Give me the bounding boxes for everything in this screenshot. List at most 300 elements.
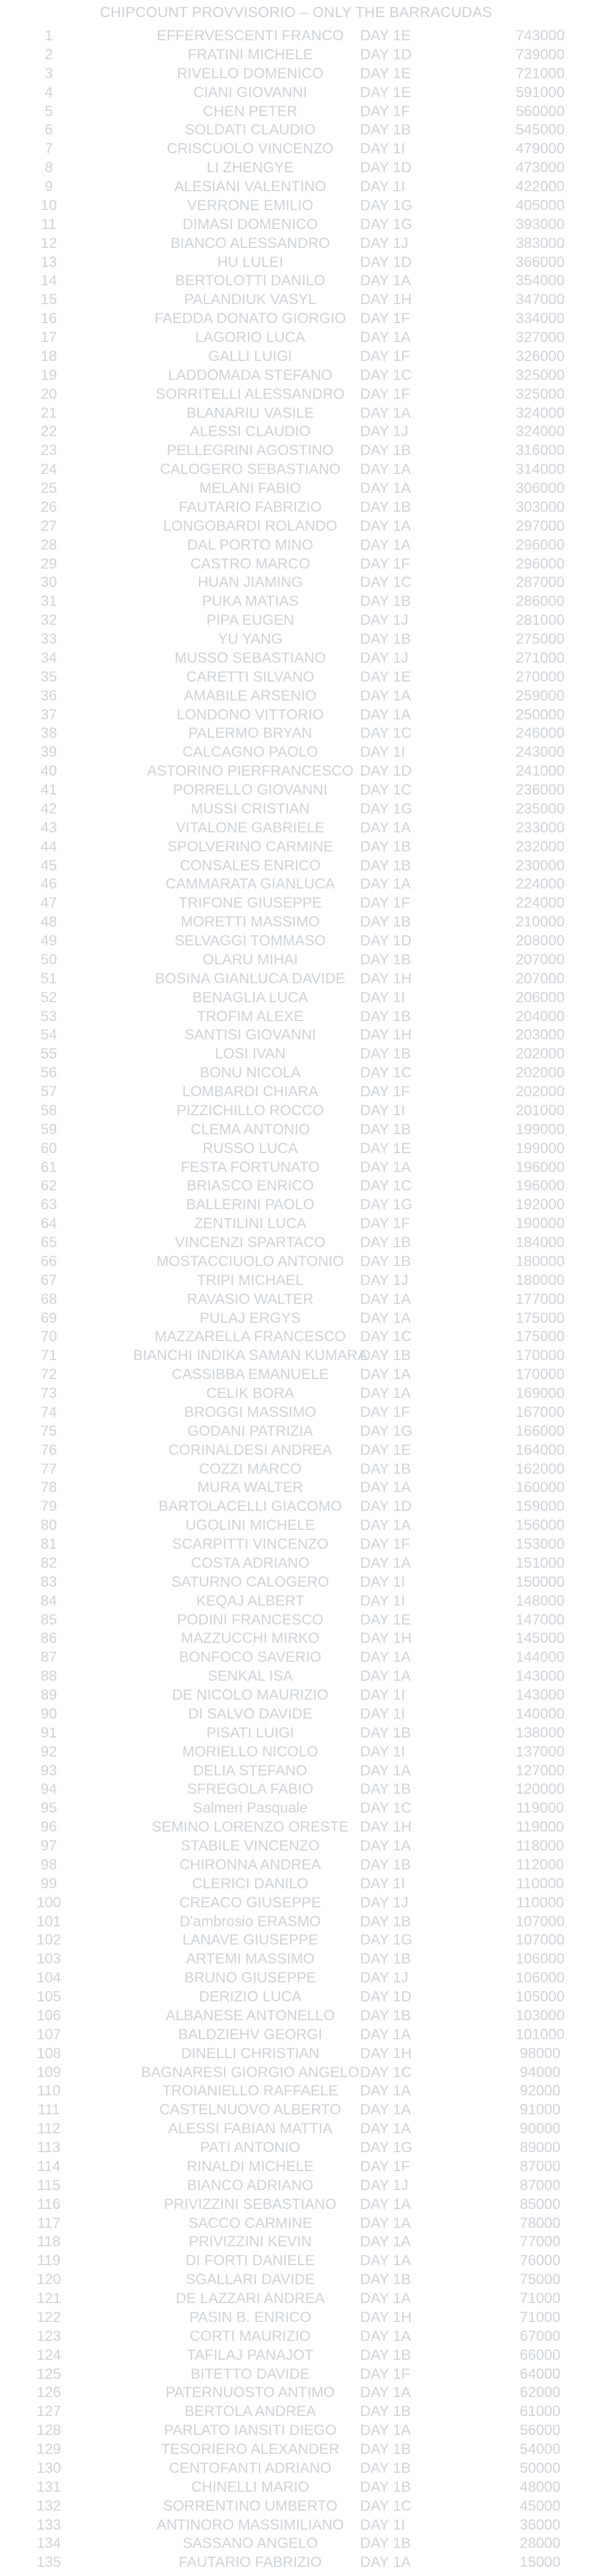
chips-cell: 192000 [515, 1196, 565, 1213]
day-cell: DAY 1J [360, 612, 409, 629]
player-name-cell: FESTA FORTUNATO [181, 1159, 320, 1176]
day-cell: DAY 1E [360, 65, 411, 82]
day-cell: DAY 1H [360, 1027, 412, 1044]
table-row [0, 1535, 592, 1554]
table-row [0, 706, 592, 725]
table-row [0, 1856, 592, 1875]
table-row [0, 1969, 592, 1988]
chips-cell: 202000 [515, 1046, 565, 1063]
chips-cell: 175000 [515, 1328, 565, 1345]
table-row [0, 819, 592, 838]
day-cell: DAY 1B [360, 1951, 411, 1968]
rank-cell: 95 [40, 1800, 57, 1817]
rank-cell: 48 [40, 914, 57, 931]
player-name-cell: SANTISI GIOVANNI [184, 1027, 316, 1044]
chips-cell: 306000 [515, 480, 565, 497]
chips-cell: 106000 [515, 1970, 565, 1987]
table-row [0, 1724, 592, 1743]
day-cell: DAY 1I [360, 989, 405, 1006]
player-name-cell: BRUNO GIUSEPPE [184, 1970, 317, 1987]
table-row [0, 2177, 592, 2196]
rank-cell: 79 [40, 1498, 57, 1515]
player-name-cell: DERIZIO LUCA [198, 1988, 302, 2005]
chips-cell: 243000 [515, 744, 565, 761]
rank-cell: 31 [40, 593, 57, 610]
rank-cell: 92 [40, 1743, 57, 1760]
rank-cell: 58 [40, 1102, 57, 1119]
chips-cell: 246000 [515, 725, 565, 742]
chips-cell: 207000 [515, 951, 565, 968]
rank-cell: 9 [45, 178, 53, 195]
chips-cell: 36000 [519, 2516, 561, 2533]
rank-cell: 91 [40, 1724, 57, 1741]
day-cell: DAY 1C [360, 725, 412, 742]
day-cell: DAY 1A [360, 1762, 411, 1779]
player-name-cell: TROFIM ALEXE [197, 1008, 304, 1025]
day-cell: DAY 1H [360, 291, 412, 308]
player-name-cell: BLANARIU VASILE [186, 404, 314, 421]
player-name-cell: OLARU MIHAI [202, 951, 298, 968]
chips-cell: 202000 [515, 1083, 565, 1100]
chips-cell: 296000 [515, 555, 565, 572]
rank-cell: 73 [40, 1385, 57, 1402]
player-name-cell: CALCAGNO PAOLO [182, 744, 319, 761]
day-cell: DAY 1C [360, 1328, 412, 1345]
chips-cell: 236000 [515, 782, 565, 798]
chips-cell: 127000 [515, 1762, 565, 1779]
rank-cell: 29 [40, 555, 57, 572]
chips-cell: 560000 [515, 103, 565, 120]
chips-cell: 334000 [515, 310, 565, 327]
rank-cell: 36 [40, 687, 57, 704]
day-cell: DAY 1D [360, 1988, 412, 2005]
rank-cell: 110 [37, 2083, 61, 2100]
chips-cell: 208000 [515, 933, 565, 949]
player-name-cell: BERTOLA ANDREA [184, 2403, 316, 2420]
day-cell: DAY 1I [360, 1573, 405, 1590]
table-row [0, 517, 592, 536]
table-row [0, 2233, 592, 2252]
day-cell: DAY 1A [360, 2196, 411, 2213]
rank-cell: 119 [37, 2252, 61, 2269]
table-row [0, 1196, 592, 1215]
day-cell: DAY 1F [360, 1403, 410, 1421]
day-cell: DAY 1A [360, 461, 411, 478]
rank-cell: 6 [45, 122, 53, 139]
rank-cell: 113 [37, 2139, 61, 2156]
table-row [0, 272, 592, 291]
day-cell: DAY 1A [360, 876, 411, 893]
chips-cell: 259000 [515, 687, 565, 704]
day-cell: DAY 1F [360, 347, 410, 365]
table-row [0, 989, 592, 1008]
player-name-cell: SELVAGGI TOMMASO [175, 933, 326, 949]
rank-cell: 35 [40, 668, 57, 685]
rank-cell: 121 [36, 2290, 62, 2307]
table-row [0, 838, 592, 857]
rank-cell: 105 [36, 1988, 62, 2005]
chips-cell: 233000 [515, 819, 565, 836]
chips-cell: 196000 [515, 1159, 565, 1176]
player-name-cell: HUAN JIAMING [197, 574, 303, 591]
player-name-cell: RINALDI MICHELE [186, 2158, 314, 2175]
day-cell: DAY 1D [360, 159, 412, 176]
player-name-cell: DE LAZZARI ANDREA [175, 2290, 325, 2307]
chips-cell: 393000 [515, 216, 565, 233]
day-cell: DAY 1B [360, 2441, 411, 2458]
day-cell: DAY 1E [360, 1611, 411, 1628]
player-name-cell: LONGOBARDI ROLANDO [163, 517, 338, 534]
rank-cell: 61 [40, 1159, 57, 1176]
day-cell: DAY 1C [360, 1064, 412, 1082]
player-name-cell: SFREGOLA FABIO [187, 1781, 314, 1798]
player-name-cell: PRIVIZZINI SEBASTIANO [164, 2196, 337, 2213]
rank-cell: 12 [40, 235, 57, 252]
chips-cell: 199000 [515, 1140, 565, 1157]
rank-cell: 28 [40, 536, 57, 553]
rank-cell: 65 [40, 1234, 57, 1251]
day-cell: DAY 1A [360, 1309, 411, 1326]
table-row [0, 800, 592, 819]
rank-cell: 43 [40, 819, 57, 836]
rank-cell: 96 [40, 1819, 57, 1836]
rank-cell: 129 [36, 2441, 62, 2458]
rank-cell: 134 [36, 2535, 62, 2552]
table-row [0, 1253, 592, 1272]
day-cell: DAY 1D [360, 763, 412, 780]
rank-cell: 88 [40, 1668, 57, 1685]
chips-cell: 297000 [515, 517, 565, 534]
table-row [0, 121, 592, 140]
player-name-cell: RIVELLO DOMENICO [176, 65, 324, 82]
chips-cell: 250000 [515, 706, 565, 723]
table-row [0, 913, 592, 932]
rank-cell: 107 [36, 2026, 62, 2043]
table-row [0, 1780, 592, 1799]
chips-cell: 270000 [515, 668, 565, 685]
day-cell: DAY 1B [360, 2403, 411, 2420]
table-row [0, 1159, 592, 1177]
chips-cell: 66000 [519, 2346, 561, 2363]
rank-cell: 39 [40, 744, 57, 761]
player-name-cell: MURA WALTER [197, 1479, 303, 1496]
day-cell: DAY 1B [360, 1253, 411, 1270]
table-row [0, 423, 592, 442]
player-name-cell: PATI ANTONIO [200, 2139, 301, 2156]
table-row [0, 2139, 592, 2158]
chips-cell: 545000 [515, 122, 565, 139]
player-name-cell: PARLATO IANSITI DIEGO [164, 2422, 337, 2439]
table-row [0, 1611, 592, 1630]
chips-cell: 48000 [519, 2478, 561, 2495]
player-name-cell: LANAVE GIUSEPPE [182, 1932, 319, 1949]
rank-cell: 83 [40, 1573, 57, 1590]
rank-cell: 51 [40, 970, 57, 987]
player-name-cell: VITALONE GABRIELE [176, 819, 325, 836]
player-name-cell: PISATI LUIGI [206, 1724, 294, 1741]
table-row [0, 781, 592, 800]
rank-cell: 99 [40, 1875, 57, 1892]
day-cell: DAY 1F [360, 310, 410, 327]
player-name-cell: SPOLVERINO CARMINE [167, 838, 333, 855]
day-cell: DAY 1A [360, 517, 411, 534]
chips-cell: 71000 [519, 2309, 561, 2326]
day-cell: DAY 1I [360, 1592, 405, 1609]
rank-cell: 25 [40, 480, 57, 497]
table-row [0, 1347, 592, 1366]
table-row [0, 1554, 592, 1573]
day-cell: DAY 1B [360, 631, 411, 647]
chips-cell: 119000 [516, 1800, 565, 1817]
rank-cell: 41 [40, 782, 57, 798]
chips-cell: 743000 [515, 27, 565, 44]
table-row [0, 2478, 592, 2497]
chips-cell: 184000 [515, 1234, 565, 1251]
table-row [0, 1328, 592, 1347]
chips-cell: 153000 [515, 1536, 565, 1552]
rank-cell: 50 [40, 951, 57, 968]
day-cell: DAY 1F [360, 2365, 410, 2382]
table-row [0, 2497, 592, 2516]
rank-cell: 124 [36, 2346, 62, 2363]
day-cell: DAY 1A [360, 1668, 411, 1685]
player-name-cell: LI ZHENGYE [206, 159, 294, 176]
player-name-cell: BONFOCO SAVERIO [179, 1649, 322, 1666]
table-row [0, 743, 592, 762]
player-name-cell: FRATINI MICHELE [187, 46, 313, 63]
chips-cell: 110000 [516, 1875, 565, 1892]
player-name-cell: TRIPI MICHAEL [197, 1272, 304, 1289]
day-cell: DAY 1C [360, 574, 412, 591]
day-cell: DAY 1B [360, 914, 411, 931]
rank-cell: 101 [36, 1913, 62, 1930]
player-name-cell: SCARPITTI VINCENZO [171, 1536, 329, 1552]
table-row [0, 2214, 592, 2233]
player-name-cell: CHINELLI MARIO [191, 2478, 309, 2495]
player-name-cell: DE NICOLO MAURIZIO [171, 1687, 329, 1703]
player-name-cell: STABILE VINCENZO [181, 1838, 320, 1854]
rank-cell: 116 [37, 2196, 61, 2213]
table-row [0, 366, 592, 385]
day-cell: DAY 1F [360, 1536, 410, 1552]
day-cell: DAY 1F [360, 2158, 410, 2175]
player-name-cell: HU LULEI [217, 253, 284, 271]
player-name-cell: CASTRO MARCO [190, 555, 310, 572]
rank-cell: 53 [40, 1008, 57, 1025]
player-name-cell: SORRENTINO UMBERTO [163, 2497, 338, 2514]
player-name-cell: DELIA STEFANO [193, 1762, 308, 1779]
chips-cell: 89000 [519, 2139, 561, 2156]
table-row [0, 159, 592, 178]
rank-cell: 59 [40, 1121, 57, 1138]
chips-cell: 479000 [515, 140, 565, 158]
rank-cell: 18 [40, 347, 57, 365]
chips-cell: 101000 [515, 2026, 565, 2043]
rank-cell: 56 [40, 1064, 57, 1082]
player-name-cell: PATERNUOSTO ANTIMO [165, 2384, 335, 2401]
table-row [0, 1686, 592, 1705]
day-cell: DAY 1A [360, 2290, 411, 2307]
chips-cell: 166000 [515, 1422, 565, 1439]
player-name-cell: LOMBARDI CHIARA [182, 1083, 319, 1100]
player-name-cell: Salmeri Pasquale [192, 1800, 308, 1817]
rank-cell: 75 [40, 1422, 57, 1439]
player-name-cell: PUKA MATIAS [201, 593, 299, 610]
chips-cell: 473000 [515, 159, 565, 176]
chips-cell: 106000 [515, 1951, 565, 1968]
table-row [0, 347, 592, 366]
day-cell: DAY 1B [360, 1347, 411, 1364]
day-cell: DAY 1G [360, 1196, 413, 1213]
player-name-cell: CHEN PETER [203, 103, 298, 120]
chips-cell: 326000 [515, 347, 565, 365]
table-row [0, 1026, 592, 1045]
day-cell: DAY 1A [360, 706, 411, 723]
day-cell: DAY 1A [360, 2252, 411, 2269]
day-cell: DAY 1I [360, 1875, 405, 1892]
player-name-cell: BAGNARESI GIORGIO ANGELO [141, 2064, 359, 2081]
table-row [0, 1121, 592, 1140]
player-name-cell: SENKAL ISA [208, 1668, 293, 1685]
rank-cell: 72 [40, 1366, 57, 1383]
player-name-cell: RUSSO LUCA [202, 1140, 298, 1157]
rank-cell: 66 [40, 1253, 57, 1270]
player-name-cell: PASIN B. ENRICO [189, 2309, 311, 2326]
player-name-cell: PALANDIUK VASYL [184, 291, 317, 308]
player-name-cell: CASSIBBA EMANUELE [171, 1366, 329, 1383]
chips-cell: 75000 [519, 2271, 561, 2288]
day-cell: DAY 1B [360, 1724, 411, 1741]
table-row [0, 2516, 592, 2535]
player-name-cell: DINELLI CHRISTIAN [181, 2045, 320, 2062]
table-row [0, 2346, 592, 2365]
day-cell: DAY 1B [360, 593, 411, 610]
day-cell: DAY 1B [360, 1856, 411, 1873]
player-name-cell: D'ambrosio ERASMO [179, 1913, 321, 1930]
table-row [0, 592, 592, 611]
table-row [0, 178, 592, 197]
player-name-cell: DAL PORTO MINO [187, 536, 314, 553]
player-name-cell: SOLDATI CLAUDIO [184, 122, 316, 139]
rank-cell: 106 [36, 2007, 62, 2024]
day-cell: DAY 1A [360, 2214, 411, 2232]
rank-cell: 57 [40, 1083, 57, 1100]
table-row [0, 1648, 592, 1667]
chips-cell: 143000 [515, 1668, 565, 1685]
rank-cell: 22 [40, 423, 57, 440]
table-row [0, 2534, 592, 2553]
table-row [0, 1045, 592, 1064]
chips-cell: 98000 [519, 2045, 561, 2062]
player-name-cell: PULAJ ERGYS [200, 1309, 301, 1326]
chips-cell: 167000 [515, 1403, 565, 1421]
table-row [0, 1629, 592, 1648]
table-row [0, 1234, 592, 1253]
day-cell: DAY 1H [360, 970, 412, 987]
chips-cell: 137000 [515, 1743, 565, 1760]
player-name-cell: MORIELLO NICOLO [182, 1743, 319, 1760]
chips-cell: 232000 [515, 838, 565, 855]
player-name-cell: TAFILAJ PANAJOT [187, 2346, 314, 2363]
rank-cell: 42 [40, 800, 57, 817]
rank-cell: 103 [36, 1951, 62, 1968]
player-name-cell: RAVASIO WALTER [187, 1290, 314, 1308]
table-row [0, 2045, 592, 2064]
rank-cell: 47 [40, 895, 57, 912]
player-name-cell: BONU NICOLA [200, 1064, 301, 1082]
day-cell: DAY 1B [360, 2346, 411, 2363]
day-cell: DAY 1G [360, 2139, 413, 2156]
rank-cell: 78 [40, 1479, 57, 1496]
chipcount-table [0, 27, 592, 2572]
rank-cell: 40 [40, 763, 57, 780]
rank-cell: 21 [40, 404, 57, 421]
rank-cell: 98 [40, 1856, 57, 1873]
chips-cell: 739000 [515, 46, 565, 63]
table-row [0, 687, 592, 706]
table-row [0, 1309, 592, 1328]
page-title: CHIPCOUNT PROVVISORIO – ONLY THE BARRACUDAS [99, 4, 493, 21]
table-row [0, 291, 592, 310]
chips-cell: 151000 [515, 1554, 565, 1571]
rank-cell: 130 [36, 2459, 62, 2476]
chips-cell: 204000 [515, 1008, 565, 1025]
rank-cell: 114 [37, 2158, 61, 2175]
chips-cell: 206000 [515, 989, 565, 1006]
chips-cell: 199000 [515, 1121, 565, 1138]
table-row [0, 2082, 592, 2101]
day-cell: DAY 1A [360, 536, 411, 553]
player-name-cell: BIANCO ALESSANDRO [170, 235, 330, 252]
chips-cell: 118000 [516, 1838, 565, 1854]
player-name-cell: COZZI MARCO [199, 1460, 301, 1477]
chips-cell: 287000 [515, 574, 565, 591]
player-name-cell: ASTORINO PIERFRANCESCO [146, 763, 354, 780]
chips-cell: 107000 [515, 1913, 565, 1930]
rank-cell: 128 [36, 2422, 62, 2439]
table-row [0, 2120, 592, 2139]
table-row [0, 1497, 592, 1516]
day-cell: DAY 1A [360, 2233, 411, 2250]
player-name-cell: MUSSO SEBASTIANO [174, 649, 327, 666]
table-row [0, 951, 592, 970]
day-cell: DAY 1A [360, 687, 411, 704]
table-row [0, 2007, 592, 2026]
day-cell: DAY 1G [360, 216, 413, 233]
chips-cell: 87000 [519, 2177, 561, 2194]
chips-cell: 45000 [519, 2497, 561, 2514]
player-name-cell: LADDOMADA STEFANO [168, 366, 333, 384]
rank-cell: 44 [40, 838, 57, 855]
table-row [0, 1272, 592, 1290]
day-cell: DAY 1B [360, 498, 411, 515]
rank-cell: 46 [40, 876, 57, 893]
player-name-cell: ANTINORO MASSIMILIANO [156, 2516, 344, 2533]
table-row [0, 2309, 592, 2327]
rank-cell: 125 [36, 2365, 62, 2382]
chips-cell: 230000 [515, 857, 565, 874]
day-cell: DAY 1F [360, 385, 410, 402]
player-name-cell: BENAGLIA LUCA [192, 989, 308, 1006]
day-cell: DAY 1A [360, 2422, 411, 2439]
player-name-cell: SORRITELLI ALESSANDRO [156, 385, 345, 402]
chips-cell: 54000 [519, 2441, 561, 2458]
chips-cell: 366000 [515, 253, 565, 271]
player-name-cell: ARTEMI MASSIMO [186, 1951, 315, 1968]
day-cell: DAY 1H [360, 1819, 412, 1836]
rank-cell: 3 [45, 65, 53, 82]
player-name-cell: KEQAJ ALBERT [196, 1592, 305, 1609]
